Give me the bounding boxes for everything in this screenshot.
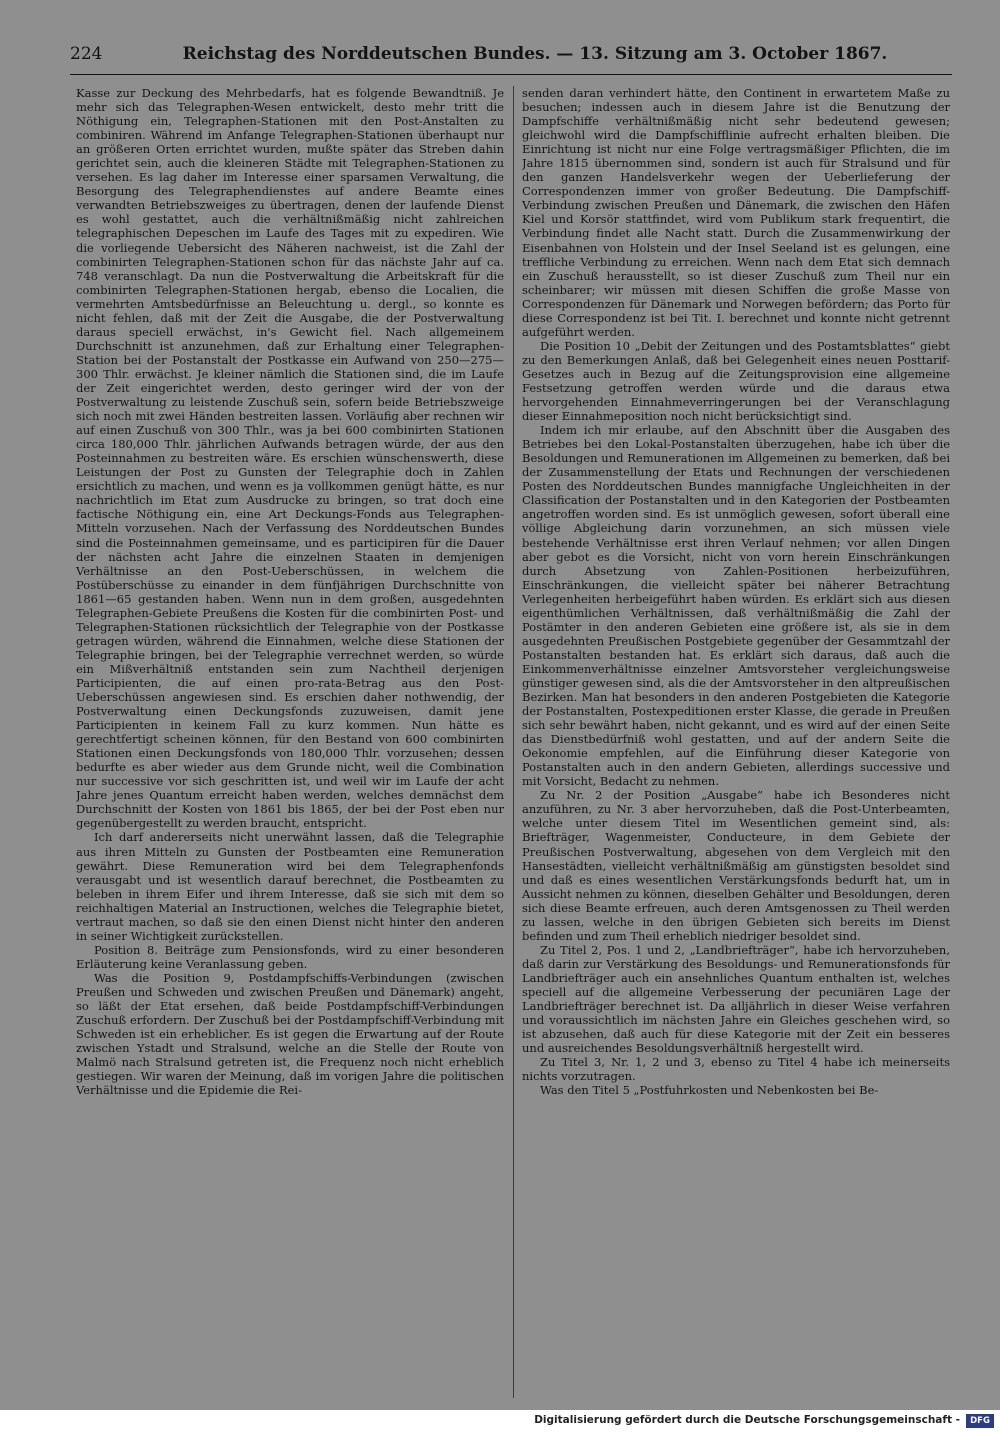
footer-bar <box>0 1410 1000 1432</box>
left-column <box>76 86 504 1401</box>
header-rule <box>70 74 952 75</box>
paragraph: Was den Titel 5 „Postfuhrkosten und Nebenkosten bei Be- <box>540 1083 879 1098</box>
paragraph: Position 8. Beiträge zum Pensionsfonds, wird zu einer besonderen Erläuterung keine Veranlassung geben. <box>76 942 504 971</box>
column-divider <box>513 86 514 1398</box>
page-header <box>70 44 950 74</box>
paragraph: Kasse zur Deckung des Mehrbedarfs, hat es folgende Bewandtniß. Je mehr sich das Telegraphen-Wesen entwickelt, desto mehr tritt die Nöthigung ein, Telegraphen-Stationen mit den Post-Anstalten zu combiniren. Während im Anfange Telegraphen-Stationen überhaupt nur an größeren Orten errichtet wurden, mußte später das Streben dahin gerichtet sein, auch die kleineren Städte mit Telegraphen-Stationen zu versehen. Es lag daher im Interesse einer sparsamen Verwaltung, die Besorgung des Telegraphendienstes auf andere Beamte eines verwandten Betriebszweiges zu übertragen, denen der laufende Dienst es wohl gestattet, auch die verhältnißmäßig nicht zahlreichen telegraphischen Depeschen im Laufe des Tages mit zu expediren. Wie die vorliegende Uebersicht des Näheren nachweist, ist die Zahl der combinirten Telegraphen-Stationen schon für das nächste Jahr auf ca. 748 veranschlagt. Da nun die Postverwaltung die Arbeitskraft für die combinirten Telegraphen-Stationen hergab, ebenso die Localien, die vermehrten Amtsbedürfnisse an Beleuchtung u. dergl., so konnte es nicht fehlen, daß mit der Zeit die Ausgabe, die der Postverwaltung daraus speciell erwächst, in's Gewicht fiel. Nach allgemeinem Durchschnitt ist anzunehmen, daß zur Erhaltung einer Telegraphen-Station bei der Postanstalt der Postkasse ein Aufwand von 250—275—300 Thlr. erwächst. Je kleiner nämlich die Stationen sind, die im Laufe der Zeit eingerichtet werden, desto geringer wird der von der Postverwaltung zu leistende Zuschuß sein, sofern beide Betriebszweige sich noch mit zwei Händen bestreiten lassen. Vorläufig aber rechnen wir auf einen Zuschuß von 300 Thlr., was ja bei 600 combinirten Stationen circa 180,000 Thlr. jährlichen Aufwands betragen würde, der aus den Posteinnahmen zu bestreiten wäre. Es erschien wünschenswerth, diese Leistungen der Post zu Gunsten der Telegraphie doch in Zahlen ersichtlich zu machen, und wenn es ja vollkommen genügt hätte, es nur nachrichtlich im Etat zum Ausdrucke zu bringen, so trat doch eine factische Nöthigung ein, eine Art Deckungs-Fonds aus Telegraphen-Mitteln vorzusehen. Nach der Verfassung des Norddeutschen Bundes sind die Posteinnahmen gemeinsame, und es participiren für die Dauer der nächsten acht Jahre die einzelnen Staaten in demjenigen Verhältnisse an den Post-Ueberschüssen, in welchem die Postüberschüsse zu einander in dem fünfjährigen Durchschnitte von 1861—65 gestanden haben. Wenn nun in dem großen, ausgedehnten Telegraphen-Gebiete Preußens die Kosten für die combinirten Post- und Telegraphen-Stationen rücksichtlich der Telegraphie von der Postkasse getragen würden, während die Einnahmen, welche diese Stationen der Telegraphie bringen, bei der Telegraphie verrechnet werden, so würde ein Mißverhältniß entstanden sein zum Nachtheil derjenigen Participienten, die auf einen pro-rata-Betrag aus den Post-Ueberschüssen angewiesen sind. Es erschien daher nothwendig, der Postverwaltung einen Deckungsfonds zuzuweisen, damit jene Participienten in keinem Fall zu kurz kommen. Nun hätte es gerechtfertigt scheinen können, für den Bestand von 600 combinirten Stationen einen Deckungsfonds von 180,000 Thlr. vorzusehen; dessen bedurfte es aber wieder aus dem Grunde nicht, weil die Combination nur successive vor sich geschritten ist, und weil wir im Laufe der acht Jahre jenes Quantum erreicht haben werden, welches demnächst dem Durchschnitt der Kosten von 1861 bis 1865, der bei der Post eben nur gegenübergestellt zu werden braucht, entspricht. <box>76 86 504 831</box>
running-title: Reichstag des Norddeutschen Bundes. — 13. Sitzung am 3. October 1867. <box>182 44 888 64</box>
paragraph: Ich darf andererseits nicht unerwähnt lassen, daß die Telegraphie aus ihren Mitteln zu Gunsten der Postbeamten eine Remuneration gewährt. Diese Remuneration wird bei dem Telegraphenfonds verausgabt und ist wesentlich darauf berechnet, die Postbeamten zu beleben in ihrem Eifer und ihrem Interesse, daß sie sich mit dem so reichhaltigen Material an Instructionen, welches die Telegraphie bietet, vertraut machen, so daß sie den einen Dienst nicht hinter den anderen in seiner Wichtigkeit zurückstellen. <box>76 830 504 943</box>
paragraph: senden daran verhindert hätte, den Continent in erwartetem Maße zu besuchen; indessen auch in diesem Jahre ist die Benutzung der Dampfschiffe verhältnißmäßig nicht sehr bedeutend gewesen; gleichwohl wird die Dampfschifflinie aufrecht erhalten bleiben. Die Einrichtung ist nicht nur eine Folge vertragsmäßiger Pflichten, die im Jahre 1815 übernommen sind, sondern ist auch für Stralsund und für den ganzen Handelsverkehr wegen der Ueberlieferung der Correspondenzen immer von großer Bedeutung. Die Dampfschiff-Verbindung zwischen Preußen und Dänemark, die zwischen den Häfen Kiel und Korsör stattfindet, wird vom Publikum stark frequentirt, die Verbindung findet alle Nacht statt. Durch die Zusammenwirkung der Eisenbahnen von Holstein und der Insel Seeland ist es gelungen, eine treffliche Verbindung zu erreichen. Wenn nach dem Etat sich demnach ein Zuschuß herausstellt, so ist dieser Zuschuß zum Theil nur ein scheinbarer; wir müssen mit diesen Schiffen die große Masse von Correspondenzen für Dänemark und Norwegen befördern; das Porto für diese Correspondenz ist bei Tit. I. berechnet und konnte nicht getrennt aufgeführt werden. <box>522 86 950 339</box>
funding-credit: Digitalisierung gefördert durch die Deutsche Forschungsgemeinschaft - <box>534 1414 960 1426</box>
page-number: 224 <box>70 44 103 64</box>
paragraph: Was die Position 9, Postdampfschiffs-Verbindungen (zwischen Preußen und Schweden und zwischen Preußen und Dänemark) angeht, so läßt der Etat ersehen, daß beide Postdampfschiff-Verbindungen Zuschuß erfordern. Der Zuschuß bei der Postdampfschiff-Verbindung mit Schweden ist ein erheblicher. Es ist gegen die Erwartung auf der Route zwischen Ystadt und Stralsund, welche an die Stelle der Route von Malmö nach Stralsund getreten ist, die Frequenz noch nicht erheblich gestiegen. Wir waren der Meinung, daß im vorigen Jahre die politischen Verhältnisse und die Epidemie die Rei- <box>76 970 504 1098</box>
paragraph: Indem ich mir erlaube, auf den Abschnitt über die Ausgaben des Betriebes bei den Lokal-Postanstalten überzugehen, habe ich über die Besoldungen und Remunerationen im Allgemeinen zu bemerken, daß bei der Zusammenstellung der Etats und Rechnungen der verschiedenen Posten des Norddeutschen Bundes mannigfache Ungleichheiten in der Classification der Postanstalten und in den Kategorien der Postbeamten angetroffen worden sind. Es ist unmöglich gewesen, sofort überall eine völlige Abgleichung darin vorzunehmen, an sich müssen viele bestehende Verhältnisse erst ihren Verlauf nehmen; vor allen Dingen aber gebot es die Vorsicht, nicht von vorn herein Einschränkungen durch Absetzung von Zahlen-Positionen herbeizuführen, Einschränkungen, die vielleicht später bei näherer Betrachtung Verlegenheiten herbeigeführt haben würden. Es erklärt sich aus diesen eigenthümlichen Verhältnissen, daß verhältnißmäßig die Zahl der Postämter in den anderen Gebieten eine größere ist, als sie in dem ausgedehnten Preußischen Postgebiete gegenüber der Gesammtzahl der Postanstalten bestanden hat. Es erklärt sich daraus, daß auch die Einkommenverhältnisse einzelner Amtsvorsteher vergleichungsweise günstiger gewesen sind, als die der Amtsvorsteher in den altpreußischen Bezirken. Man hat besonders in den anderen Postgebieten die Kategorie der Postanstalten, Postexpeditionen erster Klasse, die gerade in Preußen sich sehr bewährt haben, nicht gekannt, und es wird auf der einen Seite das Dienstbedürfniß wohl gestatten, und auf der andern Seite die Oekonomie empfehlen, auf die Einführung dieser Kategorie von Postanstalten auch in den andern Gebieten, allerdings successive und mit Vorsicht, Bedacht zu nehmen. <box>522 423 950 789</box>
paragraph: Zu Nr. 2 der Position „Ausgabe“ habe ich Besonderes nicht anzuführen, zu Nr. 3 aber hervorzuheben, daß die Post-Unterbeamten, welche unter diesem Titel im Wesentlichen gemeint sind, als: Briefträger, Wagenmeister, Conducteure, in dem Gebiete der Preußischen Postverwaltung, abgesehen von dem Vergleich mit den Hansestädten, vielleicht verhältnißmäßig am günstigsten besoldet sind und daß es eines wesentlichen Verstärkungsfonds bedurft hat, um in Aussicht nehmen zu können, dieselben Gehälter und Besoldungen, deren sich diese Beamte erfreuen, auch deren Amtsgenossen zu Theil werden zu lassen, welche in den übrigen Gebieten sich bereits im Dienst befinden und zum Theil erheblich niedriger besoldet sind. <box>522 788 950 943</box>
paragraph: Die Position 10 „Debit der Zeitungen und des Postamtsblattes“ giebt zu den Bemerkungen Anlaß, daß bei Gelegenheit eines neuen Posttarif-Gesetzes auch in Bezug auf die Zeitungsprovision eine allgemeine Festsetzung getroffen werden würde und die daraus etwa hervorgehenden Einnahmeverringerungen bei der Veranschlagung dieser Einnahmeposition noch nicht berücksichtigt sind. <box>522 338 950 424</box>
dfg-logo: DFG <box>966 1414 994 1428</box>
right-column <box>522 86 950 1401</box>
paragraph: Zu Titel 3, Nr. 1, 2 und 3, ebenso zu Titel 4 habe ich meinerseits nichts vorzutragen. <box>522 1055 950 1084</box>
paragraph: Zu Titel 2, Pos. 1 und 2, „Landbriefträger“, habe ich hervorzuheben, daß darin zur Verstärkung des Besoldungs- und Remunerationsfonds für Landbriefträger auch ein ansehnliches Quantum enthalten ist, welches speciell auf die allgemeine Verbesserung der pecuniären Lage der Landbriefträger berechnet ist. Da alljährlich in dieser Weise verfahren und voraussichtlich im nächsten Jahre ein Gleiches geschehen wird, so ist abzusehen, daß auch für diese Kategorie mit der Zeit ein besseres und ausreichendes Besoldungsverhältniß hergestellt wird. <box>522 942 950 1056</box>
